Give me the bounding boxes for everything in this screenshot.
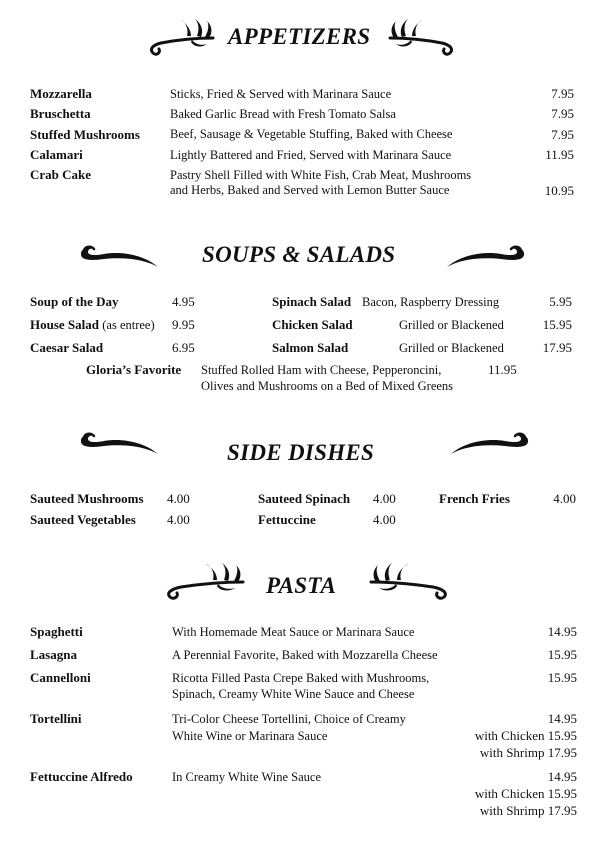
item-desc: Grilled or Blackened [399, 318, 504, 332]
item-desc: With Homemade Meat Sauce or Marinara Sauce [172, 625, 415, 639]
item-name: Gloria’s Favorite [86, 362, 182, 377]
item-price: 14.95 [547, 624, 577, 639]
item-price: 15.95 [547, 647, 577, 662]
soups-title: SOUPS & SALADS [202, 242, 396, 267]
item-price: 5.95 [549, 294, 572, 309]
item-name: Stuffed Mushrooms [30, 127, 140, 142]
item-name: Caesar Salad [30, 340, 104, 355]
item-price: 7.95 [551, 106, 574, 121]
item-name-text: House Salad [30, 317, 99, 332]
item-price: 15.95 [547, 670, 577, 685]
item-desc: Baked Garlic Bread with Fresh Tomato Salsa [170, 107, 396, 121]
item-desc: and Herbs, Baked and Served with Lemon Butter Sauce [170, 183, 450, 197]
item-price: 10.95 [544, 183, 574, 198]
item-price-chicken: with Chicken 15.95 [474, 728, 577, 743]
item-name: Crab Cake [30, 167, 92, 182]
item-price-shrimp: with Shrimp 17.95 [479, 803, 577, 818]
flourish-icon [163, 560, 247, 600]
item-price: 4.95 [172, 294, 195, 309]
sides-title: SIDE DISHES [227, 440, 375, 465]
flourish-icon [386, 16, 456, 56]
item-price: 7.95 [551, 127, 574, 142]
item-price: 4.00 [167, 512, 190, 527]
item-desc: Spinach, Creamy White Wine Sauce and Cheese [172, 687, 415, 701]
item-price: 11.95 [488, 362, 517, 377]
item-name: Fettuccine Alfredo [30, 769, 133, 784]
item-desc: In Creamy White Wine Sauce [172, 770, 321, 784]
item-name: French Fries [439, 491, 510, 506]
item-price-shrimp: with Shrimp 17.95 [479, 745, 577, 760]
appetizers-title: APPETIZERS [228, 24, 371, 49]
item-price: 9.95 [172, 317, 195, 332]
item-desc: Olives and Mushrooms on a Bed of Mixed Greens [201, 379, 454, 393]
item-desc: Ricotta Filled Pasta Crepe Baked with Mushrooms, [172, 671, 430, 685]
item-price: 11.95 [545, 147, 574, 162]
item-price: 7.95 [551, 86, 574, 101]
item-name: Sauteed Vegetables [30, 512, 136, 527]
item-desc: Stuffed Rolled Ham with Cheese, Pepperoncini, [201, 363, 442, 377]
item-name: Spaghetti [30, 624, 83, 639]
item-desc: Tri-Color Cheese Tortellini, Choice of Creamy [172, 712, 406, 726]
item-name: Fettuccine [258, 512, 316, 527]
item-name: Bruschetta [30, 106, 91, 121]
flourish-icon [367, 560, 451, 600]
item-desc: Beef, Sausage & Vegetable Stuffing, Baked with Cheese [170, 127, 453, 141]
item-price: 4.00 [373, 491, 396, 506]
item-name: Soup of the Day [30, 294, 119, 309]
item-note: (as entree) [102, 318, 155, 332]
item-price: 15.95 [542, 317, 572, 332]
item-price-chicken: with Chicken 15.95 [474, 786, 577, 801]
swash-icon [78, 428, 162, 458]
flourish-icon [147, 16, 217, 56]
item-desc: Pastry Shell Filled with White Fish, Crab Meat, Mushrooms [170, 168, 472, 182]
item-desc: Sticks, Fried & Served with Marinara Sauce [170, 87, 392, 101]
pasta-title: PASTA [266, 573, 337, 598]
item-name [30, 317, 155, 333]
swash-icon [78, 241, 162, 271]
item-name: Calamari [30, 147, 83, 162]
item-name: Tortellini [30, 711, 82, 726]
item-name: Mozzarella [30, 86, 92, 101]
item-name: Sauteed Spinach [258, 491, 351, 506]
item-desc: White Wine or Marinara Sauce [172, 729, 328, 743]
item-name: Cannelloni [30, 670, 91, 685]
item-desc: Lightly Battered and Fried, Served with Marinara Sauce [170, 148, 452, 162]
item-price: 14.95 [547, 711, 577, 726]
item-price: 14.95 [547, 769, 577, 784]
item-name: Salmon Salad [272, 340, 349, 355]
item-desc: Bacon, Raspberry Dressing [362, 295, 500, 309]
item-name: Lasagna [30, 647, 77, 662]
item-price: 4.00 [553, 491, 576, 506]
swash-icon [447, 428, 531, 458]
swash-icon [443, 241, 527, 271]
item-desc: A Perennial Favorite, Baked with Mozzarella Cheese [172, 648, 438, 662]
item-price: 17.95 [542, 340, 572, 355]
item-price: 4.00 [167, 491, 190, 506]
item-name: Chicken Salad [272, 317, 353, 332]
item-name: Sauteed Mushrooms [30, 491, 144, 506]
item-price: 4.00 [373, 512, 396, 527]
item-desc: Grilled or Blackened [399, 341, 504, 355]
item-price: 6.95 [172, 340, 195, 355]
item-name: Spinach Salad [272, 294, 352, 309]
